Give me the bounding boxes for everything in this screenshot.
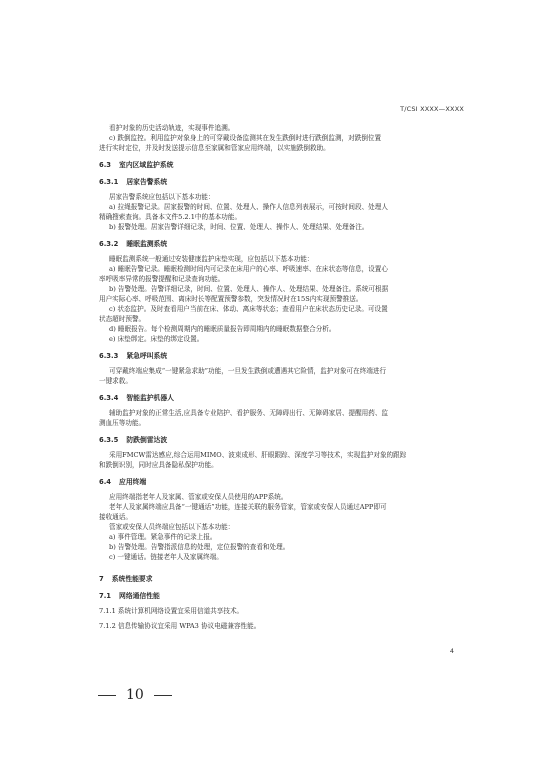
paragraph-line: d) 睡眠报告。每个检测周期内的睡眠质量报告即周期内的睡眠数据整合分析。 [109,325,336,333]
section-heading [99,477,457,487]
book-page-label: 10 [126,687,144,703]
section-title: 应用终端 [119,478,147,486]
section-heading [99,591,457,601]
paragraph-line: b) 告警处理。告警指派信息的处理，定位报警的查看和处理。 [109,543,290,551]
section-title: 智能监护机器人 [126,394,174,402]
paragraph-line: 7.1.1 系统计算机网络设置宜采用信道共享技术。 [99,607,244,615]
section-number: 6.3.5 [99,436,119,444]
paragraph-line: b) 告警处理。告警详细记录，时间、位置、处理人、操作人、处理结果、处理备注。系统可根据 [109,285,389,293]
section-title: 网络通信性能 [119,592,160,600]
spacer [99,428,457,435]
paragraph-line: a) 拉绳报警记录。居家报警的时间、位置、处理人、操作人信息列表展示，可按时间段、处理人 [109,203,388,211]
paragraph-line: 可穿戴终端应集成“一键紧急求助”功能，一旦发生跌倒或遭遇其它险情，监护对象可在终端进行 [109,367,387,375]
section-title: 居家告警系统 [126,178,168,186]
section-heading [99,177,457,187]
section-title: 防跌倒雷达波 [126,436,168,444]
section-number: 6.4 [99,478,112,486]
section-heading [99,239,457,249]
paragraph-line: b) 报警处理。居家告警详细记录，时间、位置、处理人、操作人、处理结果、处理备注。 [109,223,369,231]
section-number: 7.1 [99,592,112,600]
paragraph-line: 看护对象的历史活动轨迹，实现事件追溯。 [109,124,235,132]
section-number: 6.3.3 [99,352,119,360]
spacer [99,386,457,393]
paragraph-line: a) 事件管理。紧急事件的记录上报。 [109,533,217,541]
section-heading [99,351,457,361]
spacer [99,153,457,160]
paragraph-line: 老年人及家属终端应具备“一键通话”功能，连接关联的服务管家，管家或安保人员通过APP即可 [109,503,387,511]
standard-code: T/CSI XXXX—XXXX [400,105,464,113]
paragraph-line: 一键求救。 [99,377,132,385]
spacer [99,344,457,351]
paragraph-line: 居家告警系统应包括以下基本功能： [109,193,215,201]
paragraph-line: 测血压等功能。 [99,419,146,427]
paragraph-line: a) 睡眠告警记录。睡眠检测时间内可记录在床用户的心率、呼吸速率、在床状态等信息，设置心 [109,265,388,273]
section-heading [99,574,457,584]
section-heading [99,160,457,170]
section-title: 睡眠监测系统 [126,240,168,248]
paragraph-line: 精确搜索查询。具备本文件5.2.1中的基本功能。 [99,213,242,221]
paragraph-line: 辅助监护对象的正常生活,应具备专业陪护、看护服务、无障碍出行、无障碍家居、提醒用药、监 [109,409,389,417]
section-title: 紧急呼叫系统 [126,352,168,360]
paragraph-line: c) 状态监护。及时查看用户当前在床、体动、离床等状态；查看用户在床状态历史记录。可设置 [109,305,388,313]
section-number: 6.3.2 [99,240,119,248]
paragraph-line: 进行实时定位，并及时发送提示信息至家属和管家应用终端，以实施跌倒救助。 [99,144,330,152]
book-page-number [88,687,182,703]
section-number: 6.3.4 [99,394,119,402]
section-heading [99,393,457,403]
section-title: 室内区域监护系统 [119,161,174,169]
paragraph-line: 7.1.2 信息传输协议宜采用 WPA3 协议电磁兼容性能。 [99,622,261,630]
paragraph-line: 睡眠监测系统一般通过安装健康监护床垫实现，应包括以下基本功能： [109,255,314,263]
spacer [99,470,457,477]
paragraph-line: 管家或安保人员终端应包括以下基本功能： [109,523,235,531]
spacer [99,584,457,591]
paragraph-line: c) 一键通话。链接老年人及家属终端。 [109,553,223,561]
left-dash [98,695,116,696]
paragraph-line: 状态超时预警。 [99,315,146,323]
spacer [99,562,457,574]
paragraph-line: 和跌倒识别，同时应具备隐私保护功能。 [99,461,218,469]
section-number: 7 [99,575,104,583]
page-number: 4 [449,647,454,655]
right-dash [154,695,172,696]
paragraph-line: 应用终端指老年人及家属、管家或安保人员使用的APP系统。 [109,493,288,501]
section-number: 6.3.1 [99,178,119,186]
document-body [99,123,457,631]
spacer [99,232,457,239]
paragraph-line: 接收通话。 [99,513,132,521]
paragraph-line: c) 跌倒监控。利用监护对象身上的可穿戴设备监测其在发生跌倒时进行跌倒监测，对跌倒位置 [109,134,382,142]
paragraph-line: e) 床垫绑定。床垫的绑定设置。 [109,335,204,343]
section-number: 6.3 [99,161,112,169]
paragraph-line: 率呼吸率异常的报警提醒和记录查询功能。 [99,275,225,283]
spacer [99,170,457,177]
paragraph-line: 采用FMCW雷达感应,综合运用MIMO、波束成形、肝眼跟踪、深度学习等技术，实现监护对象的跟踪 [109,451,407,459]
section-heading [99,435,457,445]
paragraph-line: 用户实际心率、呼吸范围、离床时长等配置预警参数，突发情况时在15S内实现预警推送。 [99,295,363,303]
section-title: 系统性能要求 [111,575,153,583]
